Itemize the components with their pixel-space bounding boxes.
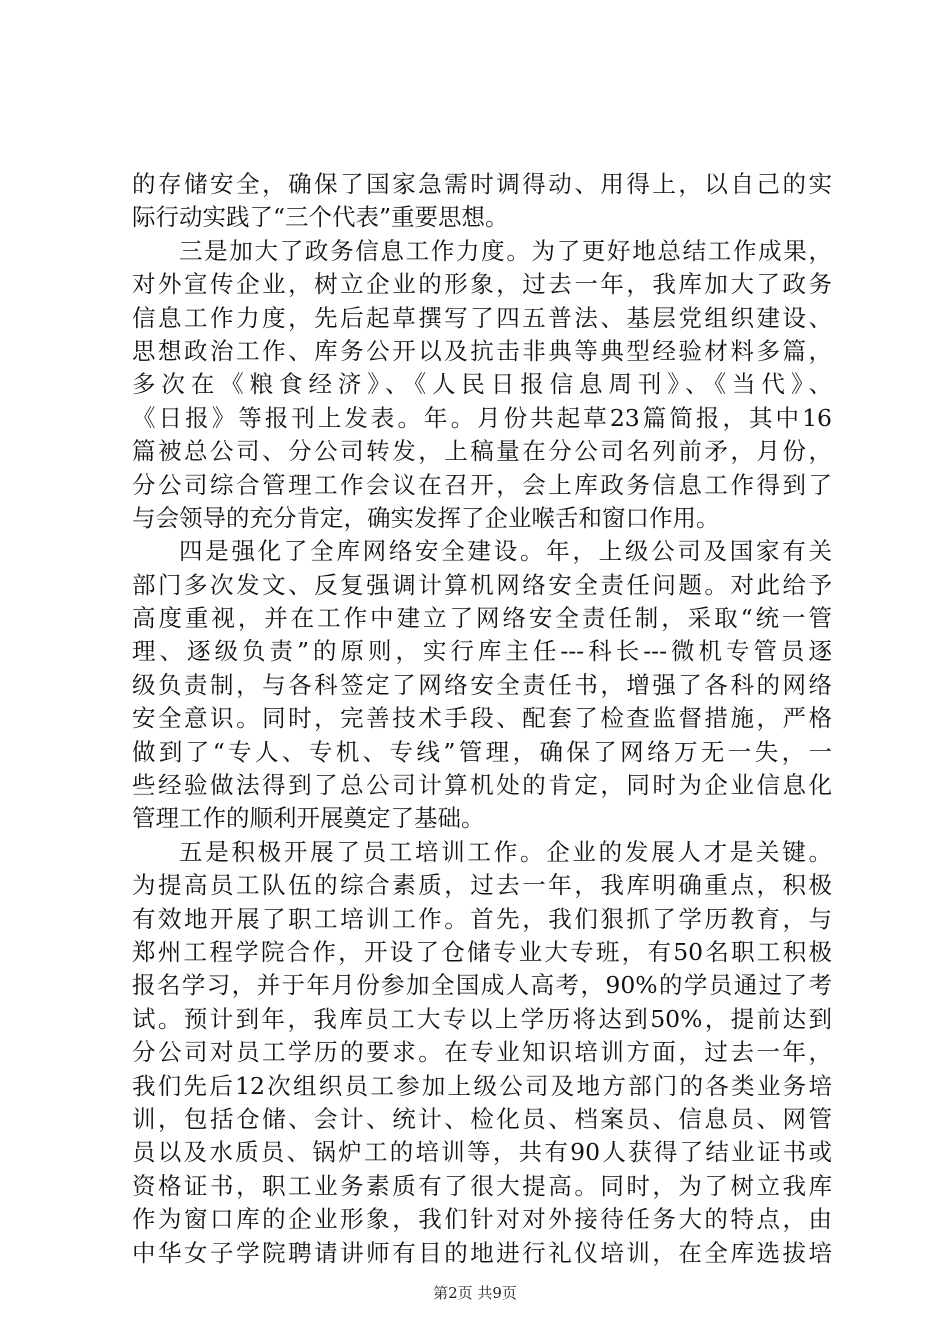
text-line: 训，包括仓储、会计、统计、检化员、档案员、信息员、网管 xyxy=(132,1104,832,1133)
text-line: 我们先后12次组织员工参加上级公司及地方部门的各类业务培 xyxy=(132,1071,832,1100)
text-line: 试。预计到年，我库员工大专以上学历将达到50%，提前达到 xyxy=(132,1004,832,1033)
text-line: 安全意识。同时，完善技术手段、配套了检查监督措施，严格 xyxy=(132,704,832,733)
text-line: 信息工作力度，先后起草撰写了四五普法、基层党组织建设、 xyxy=(132,303,832,332)
text-line: 《日报》等报刊上发表。年。月份共起草23篇简报，其中16 xyxy=(132,403,832,432)
text-line: 理、逐级负责”的原则，实行库主任---科长---微机专管员逐 xyxy=(132,637,832,666)
text-line: 为提高员工队伍的综合素质，过去一年，我库明确重点，积极 xyxy=(132,871,832,900)
text-line: 四是强化了全库网络安全建设。年，上级公司及国家有关 xyxy=(179,537,832,566)
text-line: 资格证书，职工业务素质有了很大提高。同时，为了树立我库 xyxy=(132,1171,832,1200)
text-line: 有效地开展了职工培训工作。首先，我们狠抓了学历教育，与 xyxy=(132,904,832,933)
text-line: 对外宣传企业，树立企业的形象，过去一年，我库加大了政务 xyxy=(132,270,832,299)
text-line: 作为窗口库的企业形象，我们针对对外接待任务大的特点，由 xyxy=(132,1205,832,1234)
text-line: 与会领导的充分肯定，确实发挥了企业喉舌和窗口作用。 xyxy=(132,503,720,532)
text-line: 三是加大了政务信息工作力度。为了更好地总结工作成果， xyxy=(179,236,832,265)
text-line: 思想政治工作、库务公开以及抗击非典等典型经验材料多篇， xyxy=(132,336,832,365)
text-line: 级负责制，与各科签定了网络安全责任书，增强了各科的网络 xyxy=(132,670,832,699)
text-line: 分公司综合管理工作会议在召开，会上库政务信息工作得到了 xyxy=(132,470,832,499)
text-line: 做到了“专人、专机、专线”管理，确保了网络万无一失，一 xyxy=(132,737,832,766)
text-line: 五是积极开展了员工培训工作。企业的发展人才是关键。 xyxy=(179,837,832,866)
text-line: 管理工作的顺利开展奠定了基础。 xyxy=(132,804,485,833)
text-line: 报名学习，并于年月份参加全国成人高考，90%的学员通过了考 xyxy=(132,971,832,1000)
text-line: 高度重视，并在工作中建立了网络安全责任制，采取“统一管 xyxy=(132,604,832,633)
text-line: 篇被总公司、分公司转发，上稿量在分公司名列前矛，月份， xyxy=(132,437,832,466)
text-line: 部门多次发文、反复强调计算机网络安全责任问题。对此给予 xyxy=(132,570,832,599)
text-line: 郑州工程学院合作，开设了仓储专业大专班，有50名职工积极 xyxy=(132,937,832,966)
text-line: 的存储安全，确保了国家急需时调得动、用得上，以自己的实 xyxy=(132,170,832,198)
text-line: 际行动实践了“三个代表”重要思想。 xyxy=(132,203,509,232)
text-line: 些经验做法得到了总公司计算机处的肯定，同时为企业信息化 xyxy=(132,771,832,800)
text-line: 中华女子学院聘请讲师有目的地进行礼仪培训，在全库选拔培 xyxy=(132,1238,832,1267)
page-number-footer: 第2页 共9页 xyxy=(433,1284,517,1302)
document-body xyxy=(132,168,832,1270)
text-line: 分公司对员工学历的要求。在专业知识培训方面，过去一年， xyxy=(132,1038,832,1067)
text-line: 多次在《粮食经济》、《人民日报信息周刊》、《当代》、 xyxy=(132,370,832,399)
text-line: 员以及水质员、锅炉工的培训等，共有90人获得了结业证书或 xyxy=(132,1138,832,1167)
